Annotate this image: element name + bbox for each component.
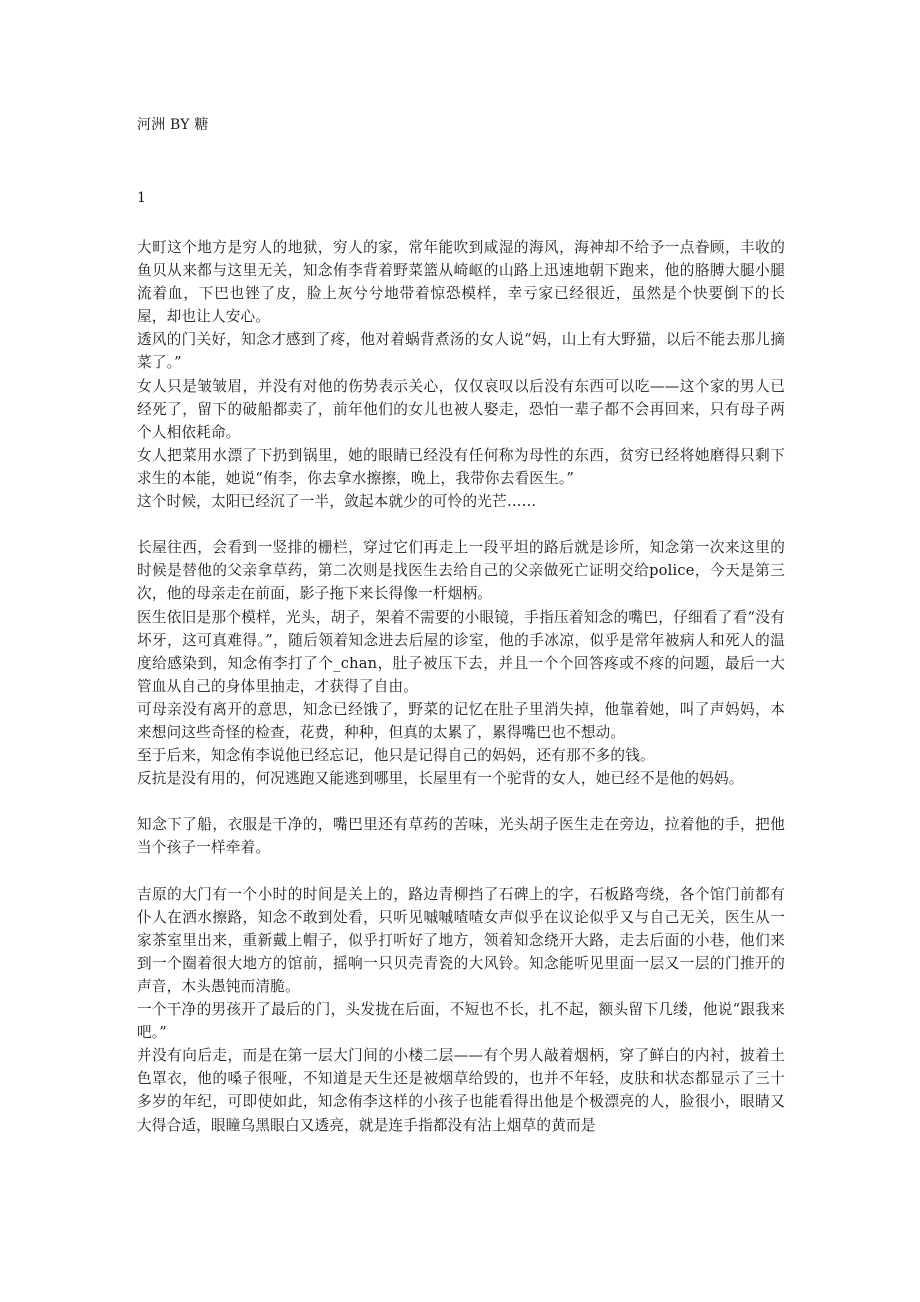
- blank-line: [137, 790, 785, 813]
- paragraph: 透风的门关好，知念才感到了疼，他对着蜗背煮汤的女人说“妈，山上有大野猫，以后不能去那儿摘菜了。”: [137, 331, 785, 372]
- document-body: [137, 236, 785, 1137]
- blank-line: [137, 513, 785, 536]
- paragraph: 并没有向后走，而是在第一层大门间的小楼二层——有个男人敲着烟柄，穿了鲜白的内衬，披着土色罩衣，他的嗓子很哑，不知道是天生还是被烟草给毁的，也并不年轻，皮肤和状态都显示了三十多岁的年纪，可即使如此，知念侑李这样的小孩子也能看得出他是个极漂亮的人，脸很小，眼睛又大得合适，眼瞳乌黑眼白又透亮，就是连手指都没有沾上烟草的黄而是: [137, 1047, 785, 1134]
- paragraph: 大町这个地方是穷人的地狱，穷人的家，常年能吹到咸湿的海风，海神却不给予一点眷顾，丰收的鱼贝从来都与这里无关，知念侑李背着野菜篮从崎岖的山路上迅速地朝下跑来，他的胳膊大腿小腿流着血，下巴也锉了皮，脸上灰兮兮地带着惊恐模样，幸亏家已经很近，虽然是个快要倒下的长屋，却也让人安心。: [137, 239, 785, 326]
- document-title: 河洲 BY 糖: [137, 117, 209, 133]
- paragraph: 知念下了船，衣服是干净的，嘴巴里还有草药的苦味，光头胡子医生走在旁边，拉着他的手，把他当个孩子一样牵着。: [137, 816, 785, 857]
- paragraph: 长屋往西，会看到一竖排的栅栏，穿过它们再走上一段平坦的路后就是诊所，知念第一次来这里的时候是替他的父亲拿草药，第二次则是找医生去给自己的父亲做死亡证明交给police，今天是第三次，他的母亲走在前面，影子拖下来长得像一杆烟柄。: [137, 539, 785, 603]
- paragraph: 女人只是皱皱眉，并没有对他的伤势表示关心，仅仅哀叹以后没有东西可以吃——这个家的男人已经死了，留下的破船都卖了，前年他们的女儿也被人娶走，恐怕一辈子都不会再回来，只有母子两个人相依耗命。: [137, 377, 785, 441]
- chapter-number: 1: [137, 190, 147, 206]
- paragraph: 这个时候，太阳已经沉了一半，敛起本就少的可怜的光芒……: [137, 493, 537, 511]
- paragraph: 女人把菜用水漂了下扔到锅里，她的眼睛已经没有任何称为母性的东西，贫穷已经将她磨得只剩下求生的本能，她说“侑李，你去拿水擦擦，晚上，我带你去看医生。”: [137, 446, 785, 487]
- paragraph: 一个干净的男孩开了最后的门，头发拢在后面，不短也不长，扎不起，额头留下几缕，他说“跟我来吧。”: [137, 1001, 785, 1042]
- paragraph: 至于后来，知念侑李说他已经忘记，他只是记得自己的妈妈，还有那不多的钱。: [137, 747, 655, 765]
- paragraph: 吉原的大门有一个小时的时间是关上的，路边青柳挡了石碑上的字，石板路弯绕，各个馆门前都有仆人在洒水擦路，知念不敢到处看，只听见嘁嘁喳喳女声似乎在议论似乎又与自己无关，医生从一家茶室里出来，重新戴上帽子，似乎打听好了地方，领着知念绕开大路，走去后面的小巷，他们来到一个圈着很大地方的馆前，摇响一只贝壳青瓷的大风铃。知念能听见里面一层又一层的门推开的声音，木头愚钝而清脆。: [137, 885, 785, 995]
- paragraph: 医生依旧是那个模样，光头，胡子，架着不需要的小眼镜，手指压着知念的嘴巴，仔细看了看“没有坏牙，这可真难得。”，随后领着知念进去后屋的诊室，他的手冰凉，似乎是常年被病人和死人的温度给感染到，知念侑李打了个_chan，肚子被压下去，并且一个个回答疼或不疼的问题，最后一大管血从自己的身体里抽走，才获得了自由。: [137, 608, 785, 695]
- blank-line: [137, 860, 785, 883]
- paragraph: 反抗是没有用的，何况逃跑又能逃到哪里，长屋里有一个驼背的女人，她已经不是他的妈妈。: [137, 770, 744, 788]
- paragraph: 可母亲没有离开的意思，知念已经饿了，野菜的记忆在肚子里消失掉，他靠着她，叫了声妈妈，本来想问这些奇怪的检查，花费，种种，但真的太累了，累得嘴巴也不想动。: [137, 700, 785, 741]
